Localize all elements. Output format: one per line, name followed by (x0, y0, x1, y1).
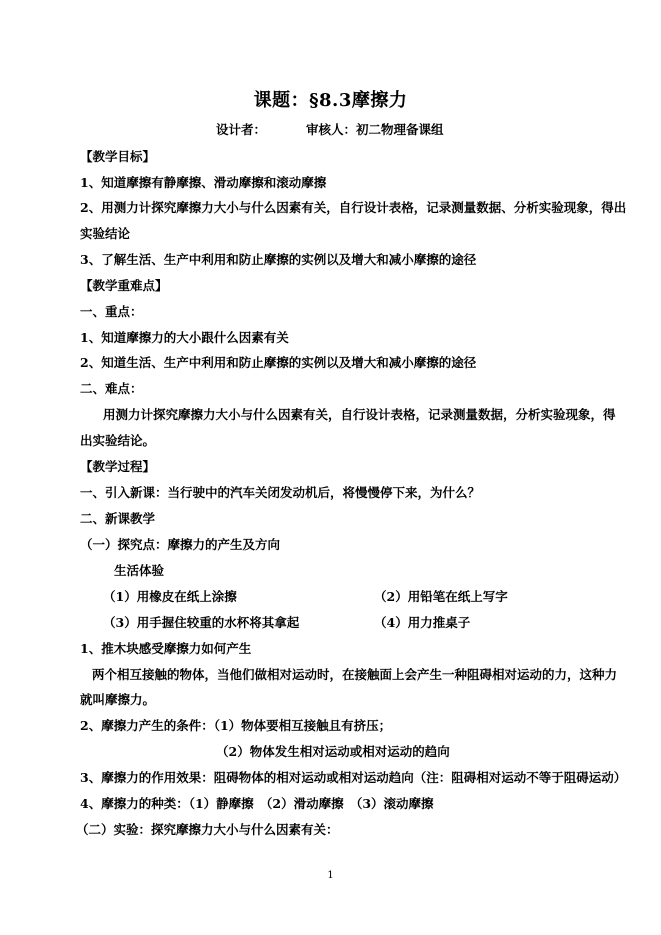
objective-2: 2、用测力计探究摩擦力大小与什么因素有关，自行设计表格，记录测量数据、分析实验现象，得出 (80, 200, 627, 215)
designer-label: 设计者： (216, 122, 267, 137)
page-number: 1 (327, 870, 334, 881)
push-block-item: 1、推木块感受摩擦力如何产生 (80, 641, 252, 656)
life-experience-label: 生活体验 (114, 563, 165, 578)
section-heading-process: 【教学过程】 (80, 459, 156, 474)
friction-types: 4、摩擦力的种类：（1）静摩擦 （2）滑动摩擦 （3）滚动摩擦 (80, 796, 434, 811)
difficulty-label: 二、难点： (80, 381, 143, 396)
experiment-heading: （二）实验：探究摩擦力大小与什么因素有关： (76, 822, 339, 837)
intro-new-lesson: 一、引入新课：当行驶中的汽车关闭发动机后，将慢慢停下来，为什么？ (80, 485, 481, 500)
friction-effect: 3、摩擦力的作用效果：阻碍物体的相对运动或相对运动趋向（注：阻碍相对运动不等于阻碍运动） (80, 770, 627, 785)
friction-definition: 两个相互接触的物体，当他们做相对运动时，在接触面上会产生一种阻碍相对运动的力，这种力 (92, 667, 618, 682)
difficulty-text: 用测力计探究摩擦力大小与什么因素有关，自行设计表格，记录测量数据，分析实验现象，得 (103, 407, 616, 422)
objective-2-cont: 实验结论 (80, 226, 131, 241)
reviewer-label: 审核人：初二物理备课组 (306, 122, 444, 137)
key-point-1: 1、知道摩擦力的大小跟什么因素有关 (80, 330, 289, 345)
friction-conditions-2: （2）物体发生相对运动或相对运动的趋向 (216, 744, 450, 759)
friction-conditions: 2、摩擦力产生的条件：（1）物体要相互接触且有挤压； (80, 718, 392, 733)
page-title: 课题：§8.3摩擦力 (253, 90, 408, 111)
section-heading-objectives: 【教学目标】 (80, 149, 156, 164)
objective-1: 1、知道摩擦有静摩擦、滑动摩擦和滚动摩擦 (80, 175, 327, 190)
key-point-2: 2、知道生活、生产中利用和防止摩擦的实例以及增大和减小摩擦的途径 (80, 355, 477, 370)
experience-4: （4）用力推桌子 (374, 615, 471, 630)
friction-definition-cont: 就叫摩擦力。 (80, 692, 156, 707)
key-points-label: 一、重点： (80, 304, 143, 319)
objective-3: 3、了解生活、生产中利用和防止摩擦的实例以及增大和减小摩擦的途径 (80, 252, 477, 267)
author-line (216, 120, 444, 138)
experience-3: （3）用手握住较重的水杯将其拿起 (103, 615, 300, 630)
section-heading-key-points: 【教学重难点】 (80, 278, 168, 293)
inquiry-point-1: （一）探究点：摩擦力的产生及方向 (80, 537, 281, 552)
difficulty-text-cont: 出实验结论。 (80, 433, 156, 448)
new-lesson-heading: 二、新课教学 (80, 511, 156, 526)
experience-1: （1）用橡皮在纸上涂擦 (103, 589, 237, 604)
experience-2: （2）用铅笔在纸上写字 (374, 589, 508, 604)
